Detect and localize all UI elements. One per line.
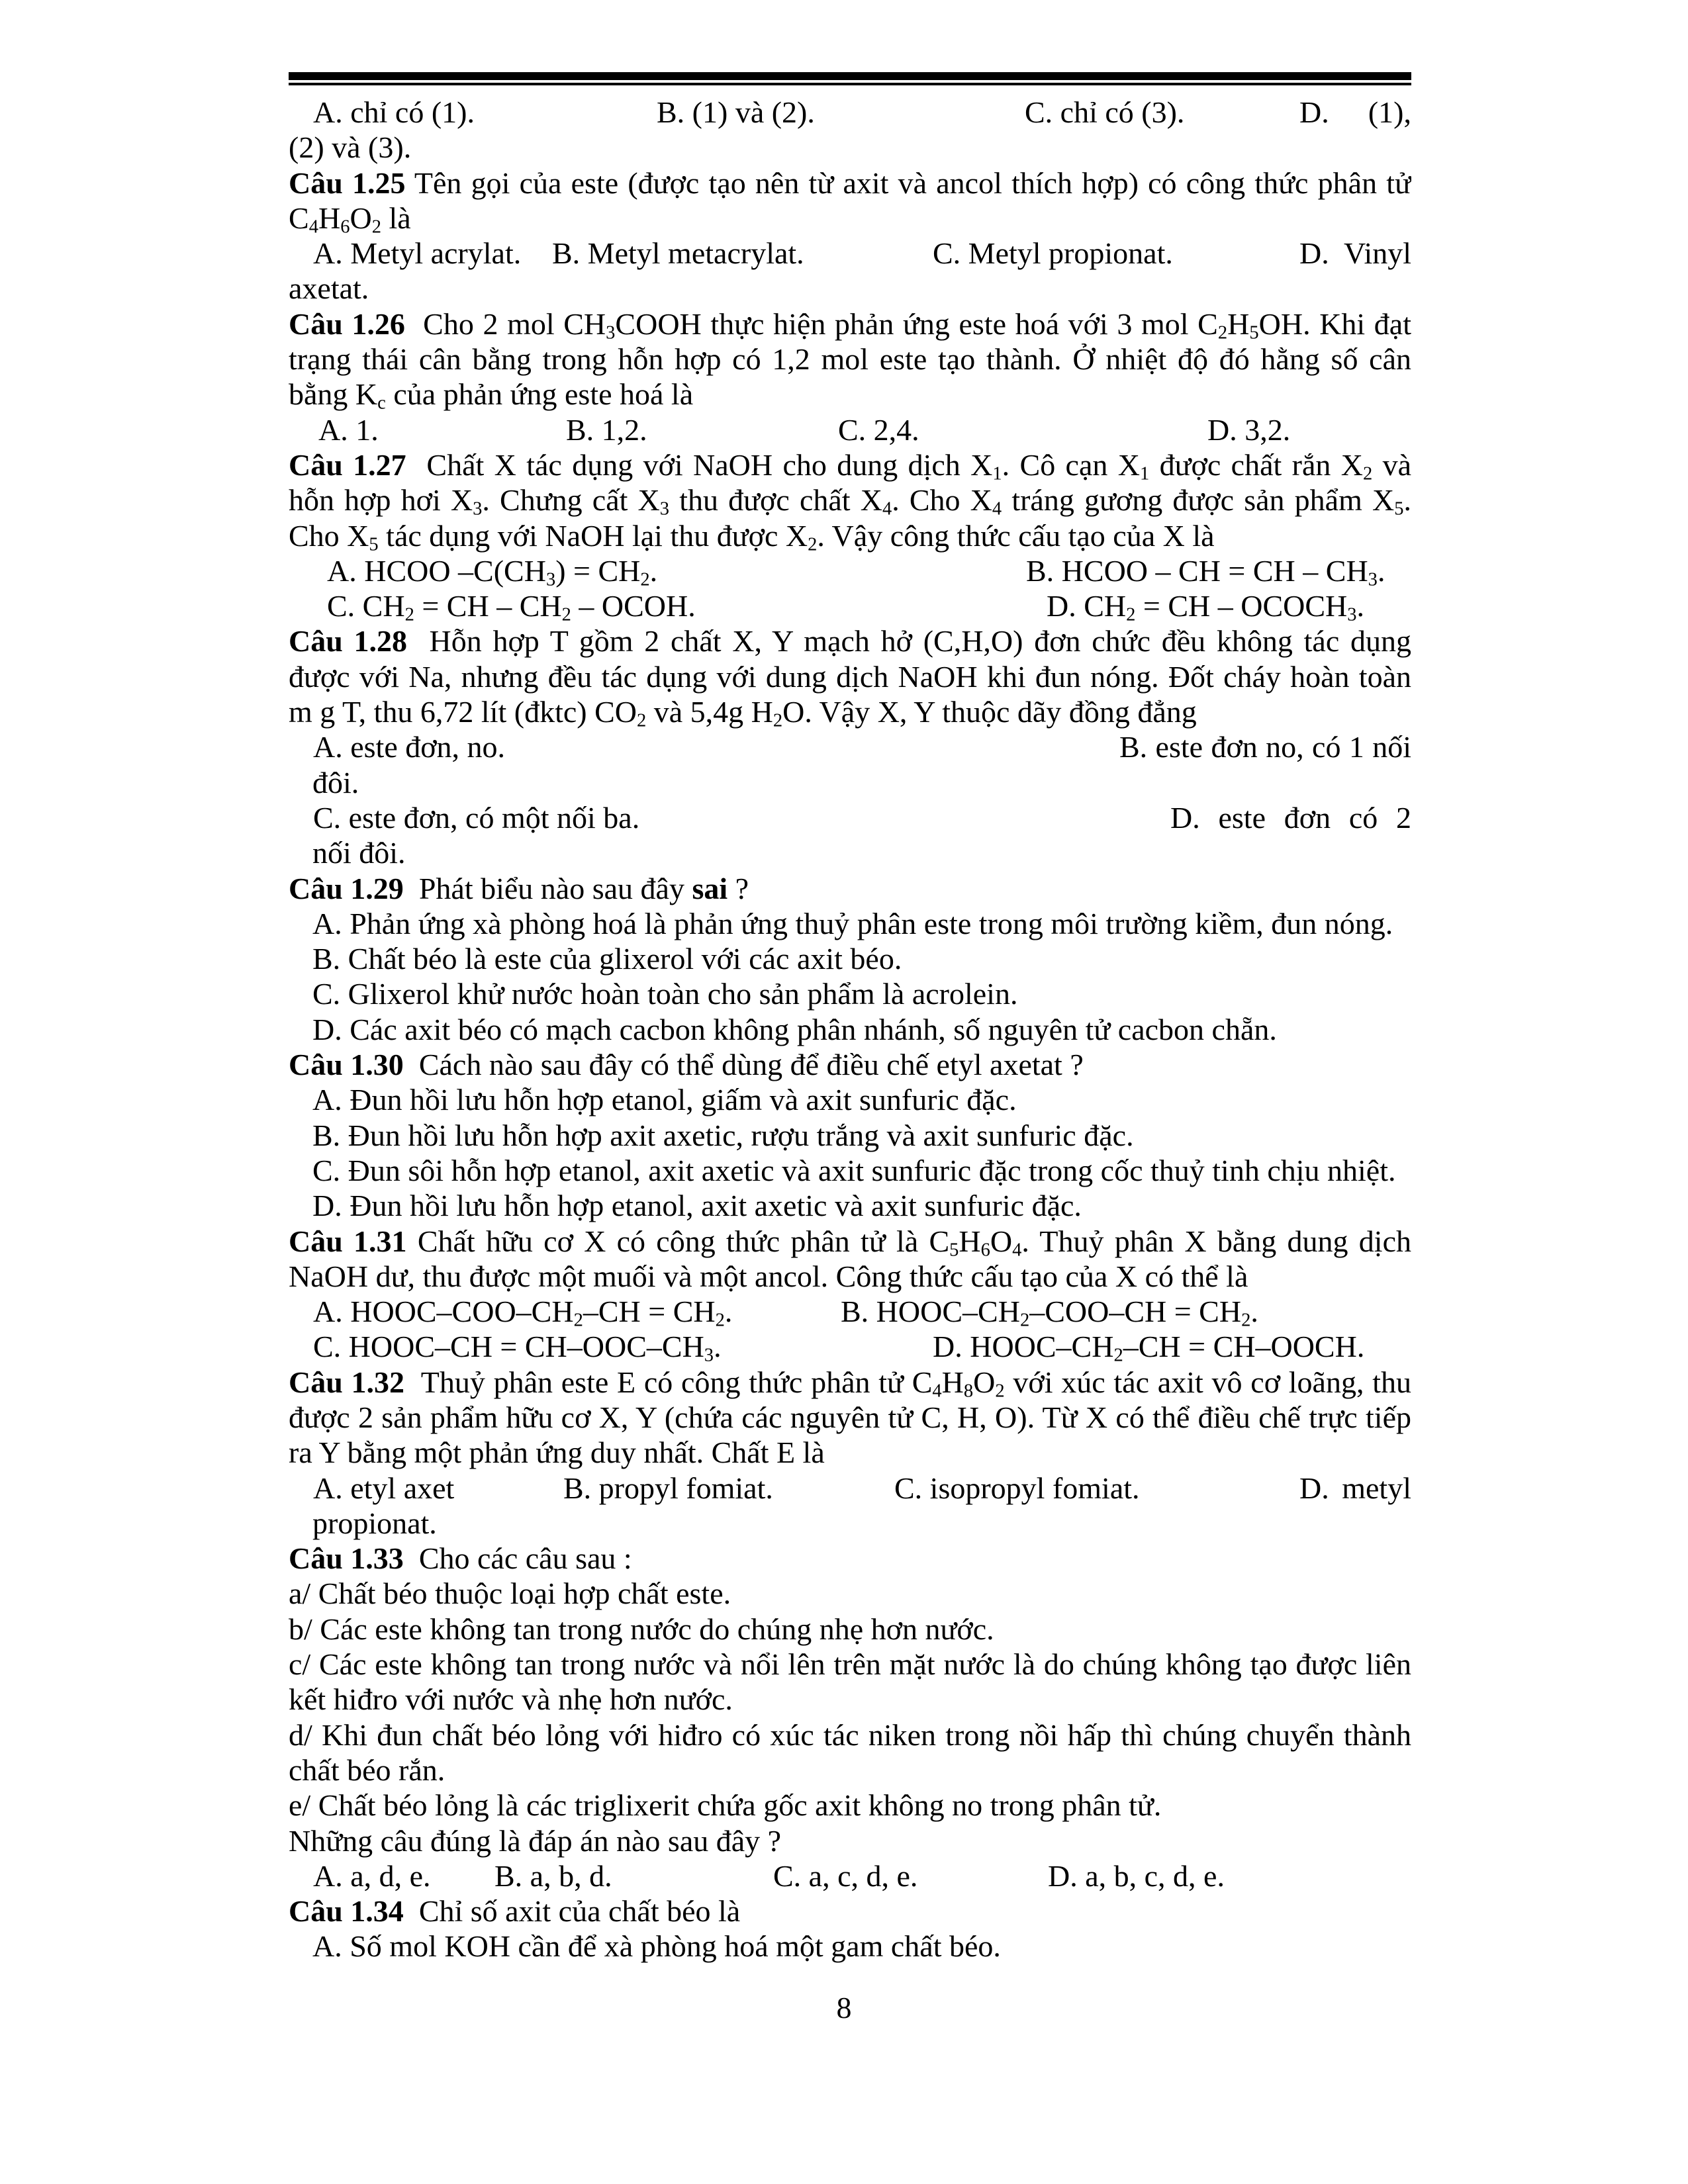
question-text: Chỉ số axit của chất béo là [418, 1894, 741, 1929]
question-text: ra Y bằng một phản ứng duy nhất. Chất E là [289, 1435, 825, 1470]
statement-d: d/ Khi đun chất béo lỏng với hiđro có xúc tác niken trong nồi hấp thì chúng chuyển thành [289, 1717, 1411, 1752]
option-d-continued: propionat. [312, 1506, 437, 1540]
statement-c-continued: kết hiđro với nước và nhẹ hơn nước. [289, 1682, 733, 1717]
option-a: A. Số mol KOH cần để xà phòng hoá một gam chất béo. [312, 1929, 1001, 1964]
statement-c: c/ Các este không tan trong nước và nổi lên trên mặt nước là do chúng không tạo được liên [289, 1647, 1411, 1682]
option-b: B. Metyl metacrylat. [552, 236, 804, 271]
options-row [289, 588, 1411, 623]
question-1-26 [289, 306, 1411, 341]
question-text: Phát biểu nào sau đây [418, 871, 684, 905]
question-label: Câu 1.33 [289, 1541, 404, 1576]
question-label: Câu 1.34 [289, 1894, 404, 1929]
option-d: D. HOOC–$CH_2-CH$ = CH–OOCH. [933, 1330, 1365, 1366]
option-c: C. a, c, d, e. [773, 1858, 918, 1893]
options-row [289, 1329, 1411, 1364]
question-text: Cho $X_5$ tác dụng với NaOH lại thu được $X_2$. Vậy công thức cấu tạo của X là [289, 518, 1215, 555]
option-d: D. este đơn có 2 [1170, 800, 1411, 835]
question-1-25 [289, 165, 1411, 201]
option-b: B. 1,2. [566, 412, 647, 447]
question-text: Những câu đúng là đáp án nào sau đây ? [289, 1823, 782, 1858]
question-1-34 [289, 1893, 1411, 1929]
question-label: Câu 1.29 [289, 871, 404, 905]
question-text: Cho 2 mol $CH_3COOH$ thực hiện phản ứng este hoá với 3 mol $C_2H_5OH$. Khi đạt [423, 306, 1411, 342]
option-c: C. HOOC–CH = $CH-OOC-CH_3$. [313, 1330, 722, 1366]
option-d: D. Đun hồi lưu hỗn hợp etanol, axit axetic và axit sunfuric đặc. [312, 1189, 1082, 1223]
options-row [289, 553, 1411, 588]
question-1-27 [289, 447, 1411, 482]
question-text: hỗn hợp hơi $X_3$. Chưng cất $X_3$ thu được chất $X_4$. Cho $X_4$ tráng gương được sản phẩm $X_5$. [289, 483, 1411, 518]
option-b: B. a, b, d. [494, 1858, 612, 1893]
option-b: B. Đun hồi lưu hỗn hợp axit axetic, rượu trắng và axit sunfuric đặc. [312, 1118, 1134, 1152]
question-text: Chất X tác dụng với NaOH cho dung dịch $X_1$. Cô cạn $X_1$ được chất rắn $X_2$ và [426, 447, 1411, 483]
option-c: C. $CH_2$ = CH – $CH_2$ – OCOH. [327, 589, 696, 625]
options-row [289, 729, 1411, 764]
option-d: D. a, b, c, d, e. [1048, 1858, 1225, 1893]
question-text: Chất hữu cơ X có công thức phân tử là $C_5H_6O_4$. Thuỷ phân X bằng dung dịch [417, 1224, 1411, 1259]
options-row [289, 1858, 1411, 1893]
question-text: m g T, thu 6,72 lít (đktc) $CO_2$ và 5,4g $H_2O$. Vậy X, Y thuộc dãy đồng đẳng [289, 695, 1197, 731]
question-text: được với Na, nhưng đều tác dụng với dung dịch NaOH khi đun nóng. Đốt cháy hoàn toàn [289, 659, 1411, 694]
options-row [289, 95, 1411, 130]
question-1-32 [289, 1365, 1411, 1400]
statement-e: e/ Chất béo lỏng là các triglixerit chứa gốc axit không no trong phân tử. [289, 1788, 1162, 1823]
option-a: A. 1. [318, 412, 379, 447]
option-d: D. Vinyl [1299, 236, 1411, 271]
question-1-29 [289, 871, 1411, 906]
header-rule-thick [289, 72, 1411, 80]
option-d: D. Các axit béo có mạch cacbon không phân nhánh, số nguyên tử cacbon chẵn. [312, 1012, 1277, 1046]
options-row [289, 412, 1411, 447]
option-d-continued: nối đôi. [312, 836, 406, 870]
option-b-continued: đôi. [312, 765, 359, 799]
option-c: C. Đun sôi hỗn hợp etanol, axit axetic và axit sunfuric đặc trong cốc thuỷ tinh chịu nhiệt. [312, 1153, 1396, 1187]
options-row [289, 236, 1411, 271]
option-a: A. Phản ứng xà phòng hoá là phản ứng thuỷ phân este trong môi trường kiềm, đun nóng. [312, 906, 1393, 940]
option-a: A. chỉ có (1). [313, 95, 475, 129]
question-1-28 [289, 623, 1411, 659]
question-label: Câu 1.30 [289, 1048, 404, 1082]
question-text: được 2 sản phẩm hữu cơ X, Y (chứa các nguyên tử C, H, O). Từ X có thể điều chế trực tiếp [289, 1400, 1411, 1434]
options-row [289, 1471, 1411, 1506]
question-text: trạng thái cân bằng trong hỗn hợp có 1,2 mol este tạo thành. Ở nhiệt độ đó hằng số cân [289, 342, 1411, 377]
option-d-continued: axetat. [289, 271, 369, 306]
option-c: C. isopropyl fomiat. [894, 1471, 1140, 1505]
question-mark: ? [735, 871, 749, 905]
option-d: D. $CH_2$ = CH – $OCOCH_3$. [1047, 589, 1365, 625]
option-a: A. a, d, e. [313, 1858, 431, 1893]
option-a: A. HCOO $-C(CH_3) = CH_2$. [327, 553, 658, 590]
question-label: Câu 1.25 [289, 165, 406, 200]
option-a: A. Đun hồi lưu hỗn hợp etanol, giấm và axit sunfuric đặc. [312, 1083, 1017, 1117]
question-label: Câu 1.31 [289, 1224, 407, 1258]
question-label: Câu 1.28 [289, 624, 408, 659]
option-c: C. 2,4. [838, 412, 919, 447]
question-emphasis: sai [692, 871, 728, 905]
question-text: Cho các câu sau : [418, 1541, 632, 1576]
question-text: bằng $K_c$ của phản ứng este hoá là [289, 377, 694, 414]
option-b: B. HCOO – CH = CH – $CH_3$. [1026, 553, 1385, 590]
option-b: B. Chất béo là este của glixerol với các axit béo. [312, 942, 902, 976]
option-a: A. este đơn, no. [313, 730, 506, 764]
statement-b: b/ Các este không tan trong nước do chúng nhẹ hơn nước. [289, 1612, 994, 1646]
question-label: Câu 1.26 [289, 306, 405, 341]
option-b: B. (1) và (2). [657, 95, 815, 129]
options-row [289, 1294, 1411, 1329]
question-1-31 [289, 1224, 1411, 1259]
header-rule-thin [289, 83, 1411, 85]
option-b: B. este đơn no, có 1 nối [1119, 730, 1411, 764]
option-c: C. chỉ có (3). [1025, 95, 1185, 129]
question-text: Cách nào sau đây có thể dùng để điều chế etyl axetat ? [418, 1048, 1084, 1082]
question-text: Thuỷ phân este E có công thức phân tử $C_4H_8O_2$ với xúc tác axit vô cơ loãng, thu [420, 1365, 1411, 1400]
option-c: C. este đơn, có một nối ba. [313, 800, 640, 835]
option-c: C. Glixerol khử nước hoàn toàn cho sản phẩm là acrolein. [312, 977, 1018, 1011]
option-c: C. Metyl propionat. [933, 236, 1173, 271]
option-d: D. (1), [1299, 95, 1411, 129]
question-text: Tên gọi của este (được tạo nên từ axit và ancol thích hợp) có công thức phân tử [414, 165, 1411, 200]
options-row [289, 800, 1411, 835]
option-a: A. Metyl acrylat. [313, 236, 522, 271]
statement-d-continued: chất béo rắn. [289, 1752, 445, 1787]
question-label: Câu 1.32 [289, 1365, 405, 1399]
question-1-33 [289, 1541, 1411, 1576]
option-a: A. etyl axet [313, 1471, 455, 1505]
page-number: 8 [836, 1991, 852, 2025]
option-d: D. metyl [1299, 1471, 1411, 1505]
option-a: A. HOOC–$COO-CH_2-CH = CH_2$. [313, 1295, 733, 1331]
document-body [289, 95, 1411, 1964]
statement-a: a/ Chất béo thuộc loại hợp chất este. [289, 1576, 731, 1611]
option-d: D. 3,2. [1207, 412, 1291, 447]
question-text: NaOH dư, thu được một muối và một ancol. Công thức cấu tạo của X có thể là [289, 1259, 1248, 1293]
question-text: $C_4H_6O_2$ là [289, 201, 411, 238]
option-b: B. HOOC–$CH_2-COO-CH = CH_2$. [841, 1295, 1258, 1331]
question-text: Hỗn hợp T gồm 2 chất X, Y mạch hở (C,H,O) đơn chức đều không tác dụng [429, 624, 1411, 659]
question-1-30 [289, 1047, 1411, 1082]
option-d-continued: (2) và (3). [289, 130, 412, 165]
option-b: B. propyl fomiat. [563, 1471, 773, 1505]
question-label: Câu 1.27 [289, 447, 406, 482]
